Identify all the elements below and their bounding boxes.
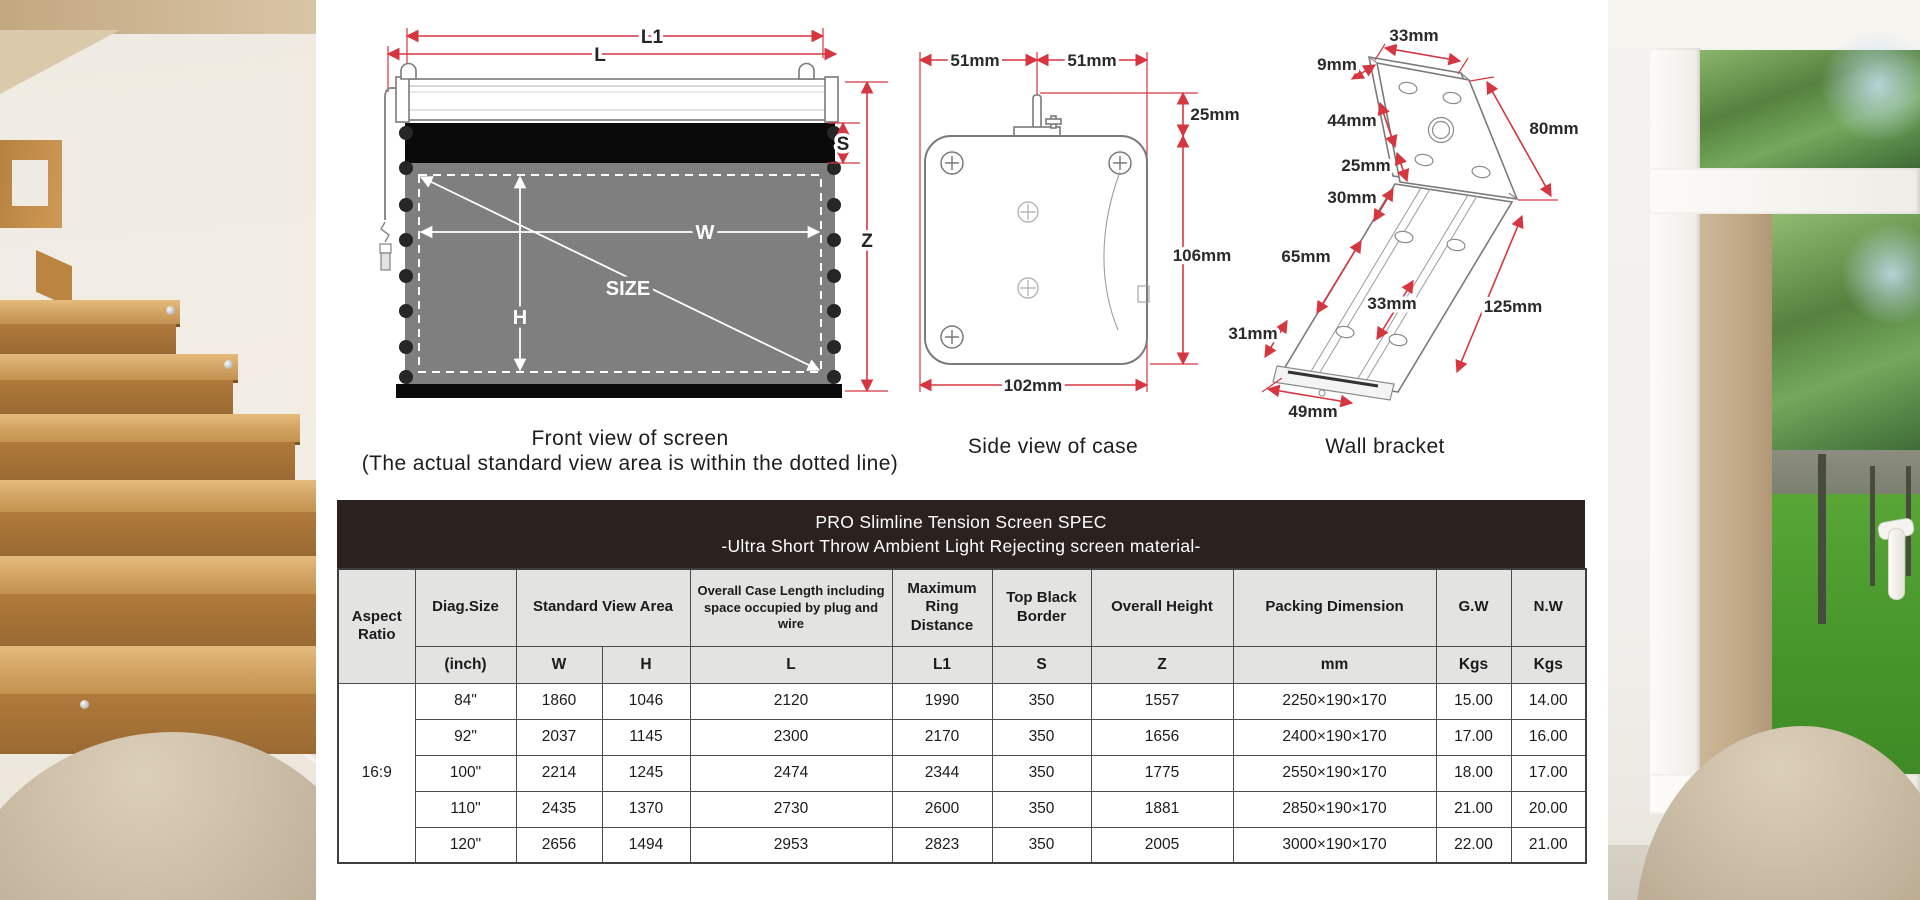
cell-z: 1557 (1091, 683, 1233, 719)
cell-l: 2120 (690, 683, 892, 719)
clamp-screw (1319, 390, 1325, 396)
cell-h: 1370 (602, 791, 690, 827)
col-header-maximum-ring-distance: Maximum Ring Distance (892, 569, 992, 646)
cell-l1: 2600 (892, 791, 992, 827)
spec-table-title-band (337, 500, 1585, 568)
dim-label-h: H (512, 307, 528, 329)
cell-l1: 2170 (892, 719, 992, 755)
dim-label-l: L (594, 45, 606, 66)
bottom-bar (396, 384, 842, 398)
cell-s: 350 (992, 683, 1091, 719)
table-row (338, 827, 1586, 863)
stair-riser (0, 512, 316, 556)
subheader-z: Z (1091, 646, 1233, 683)
bracket-arm (1281, 184, 1512, 392)
side-view-diagram (920, 51, 1240, 458)
dim-label-80: 80mm (1529, 119, 1579, 138)
cell-l1: 1990 (892, 683, 992, 719)
table-row (338, 683, 1586, 719)
dim-label-33-mid: 33mm (1367, 294, 1417, 313)
dim-label-106: 106mm (1172, 246, 1232, 265)
front-view-diagram (362, 27, 898, 475)
cell-l: 2953 (690, 827, 892, 863)
cell-diag: 120" (415, 827, 516, 863)
ext-line (1375, 44, 1385, 60)
cell-s: 350 (992, 719, 1091, 755)
dim-label-102: 102mm (1003, 376, 1063, 395)
spec-table-grid (337, 568, 1587, 864)
cell-packing: 2850×190×170 (1233, 791, 1436, 827)
dim-label-33-top: 33mm (1389, 26, 1439, 45)
case-dome-right (799, 64, 814, 79)
cell-gw: 17.00 (1436, 719, 1511, 755)
subheader-s: S (992, 646, 1091, 683)
cell-z: 1881 (1091, 791, 1233, 827)
dim-label-25: 25mm (1190, 105, 1240, 124)
cell-z: 2005 (1091, 827, 1233, 863)
cell-packing: 2400×190×170 (1233, 719, 1436, 755)
spec-title-line1: PRO Slimline Tension Screen SPEC (815, 511, 1107, 532)
dim-label-w: W (695, 222, 715, 244)
col-header-top-black-border: Top Black Border (992, 569, 1091, 646)
stair-tread (0, 556, 316, 597)
table-row (338, 719, 1586, 755)
col-header-overall-case-length: Overall Case Length including space occupied by plug and wire (690, 569, 892, 646)
cord-squiggle (381, 222, 389, 242)
cell-l: 2730 (690, 791, 892, 827)
cell-gw: 22.00 (1436, 827, 1511, 863)
railing-bolt (80, 700, 89, 709)
cell-nw: 16.00 (1511, 719, 1586, 755)
col-header-diag-size: Diag.Size (415, 569, 516, 646)
dim-line-33-top (1385, 48, 1460, 61)
dim-label-z: Z (861, 231, 873, 252)
cell-h: 1145 (602, 719, 690, 755)
dim-label-65: 65mm (1281, 247, 1331, 266)
dim-label-s: S (836, 134, 850, 155)
dim-label-30: 30mm (1327, 188, 1377, 207)
cell-packing: 2550×190×170 (1233, 755, 1436, 791)
col-header-overall-height: Overall Height (1091, 569, 1233, 646)
subheader-inch: (inch) (415, 646, 516, 683)
cell-gw: 15.00 (1436, 683, 1511, 719)
dim-label-31: 31mm (1228, 324, 1278, 343)
stair-tread (0, 646, 316, 697)
cell-h: 1245 (602, 755, 690, 791)
plug-body (381, 253, 390, 270)
cell-h: 1494 (602, 827, 690, 863)
cell-packing: 2250×190×170 (1233, 683, 1436, 719)
stair-riser (0, 594, 316, 646)
cell-w: 2037 (516, 719, 602, 755)
dim-label-size: SIZE (605, 278, 651, 300)
cell-diag: 100" (415, 755, 516, 791)
case-endcap-right (825, 77, 838, 122)
wall-bracket-caption: Wall bracket (1325, 435, 1445, 458)
subheader-kgs-nw: Kgs (1511, 646, 1586, 683)
top-black-border (405, 123, 835, 163)
dim-label-125: 125mm (1483, 297, 1543, 316)
dim-label-49: 49mm (1288, 402, 1338, 421)
cell-l: 2474 (690, 755, 892, 791)
cell-w: 2214 (516, 755, 602, 791)
door-handle-lever (1888, 528, 1905, 600)
subheader-kgs-gw: Kgs (1436, 646, 1511, 683)
subheader-l1: L1 (892, 646, 992, 683)
subheader-mm: mm (1233, 646, 1436, 683)
col-header-packing-dimension: Packing Dimension (1233, 569, 1436, 646)
front-view-caption-note: (The actual standard view area is within the dotted line) (361, 452, 899, 475)
dim-label-25b: 25mm (1341, 156, 1391, 175)
ext-line (1470, 77, 1494, 81)
table-row (338, 755, 1586, 791)
col-header-gross-weight: G.W (1436, 569, 1511, 646)
cell-gw: 18.00 (1436, 755, 1511, 791)
cell-packing: 3000×190×170 (1233, 827, 1436, 863)
table-row (338, 791, 1586, 827)
dim-label-l1: L1 (640, 27, 664, 48)
cell-s: 350 (992, 755, 1091, 791)
cell-l1: 2344 (892, 755, 992, 791)
cell-w: 2435 (516, 791, 602, 827)
cell-gw: 21.00 (1436, 791, 1511, 827)
cell-z: 1656 (1091, 719, 1233, 755)
cell-nw: 17.00 (1511, 755, 1586, 791)
col-header-aspect-ratio: Aspect Ratio (338, 569, 415, 683)
subheader-h: H (602, 646, 690, 683)
cell-z: 1775 (1091, 755, 1233, 791)
cell-aspect-ratio: 16:9 (338, 683, 415, 863)
dim-label-9: 9mm (1317, 55, 1357, 74)
side-view-caption: Side view of case (967, 435, 1139, 458)
front-view-caption: Front view of screen (531, 427, 729, 450)
cell-diag: 84" (415, 683, 516, 719)
col-header-standard-view-area: Standard View Area (516, 569, 690, 646)
wall-bracket-diagram (1228, 26, 1578, 458)
cell-w: 2656 (516, 827, 602, 863)
cell-l: 2300 (690, 719, 892, 755)
case-endcap-left (396, 77, 409, 122)
spec-table (337, 500, 1585, 864)
col-header-net-weight: N.W (1511, 569, 1586, 646)
cell-nw: 14.00 (1511, 683, 1586, 719)
dim-label-51-left: 51mm (950, 51, 1000, 70)
cell-w: 1860 (516, 683, 602, 719)
dim-label-51-right: 51mm (1067, 51, 1117, 70)
plug-neck (380, 244, 391, 253)
bolt-head (1046, 119, 1061, 124)
cell-s: 350 (992, 827, 1091, 863)
cell-h: 1046 (602, 683, 690, 719)
subheader-l: L (690, 646, 892, 683)
cell-nw: 21.00 (1511, 827, 1586, 863)
case-dome-left (401, 64, 416, 79)
cell-l1: 2823 (892, 827, 992, 863)
cell-nw: 20.00 (1511, 791, 1586, 827)
cell-diag: 92" (415, 719, 516, 755)
sofa-back (0, 732, 316, 900)
dim-label-44: 44mm (1327, 111, 1377, 130)
spec-title-line2: -Ultra Short Throw Ambient Light Rejecting screen material- (721, 536, 1201, 556)
cell-s: 350 (992, 791, 1091, 827)
cell-diag: 110" (415, 791, 516, 827)
subheader-w: W (516, 646, 602, 683)
